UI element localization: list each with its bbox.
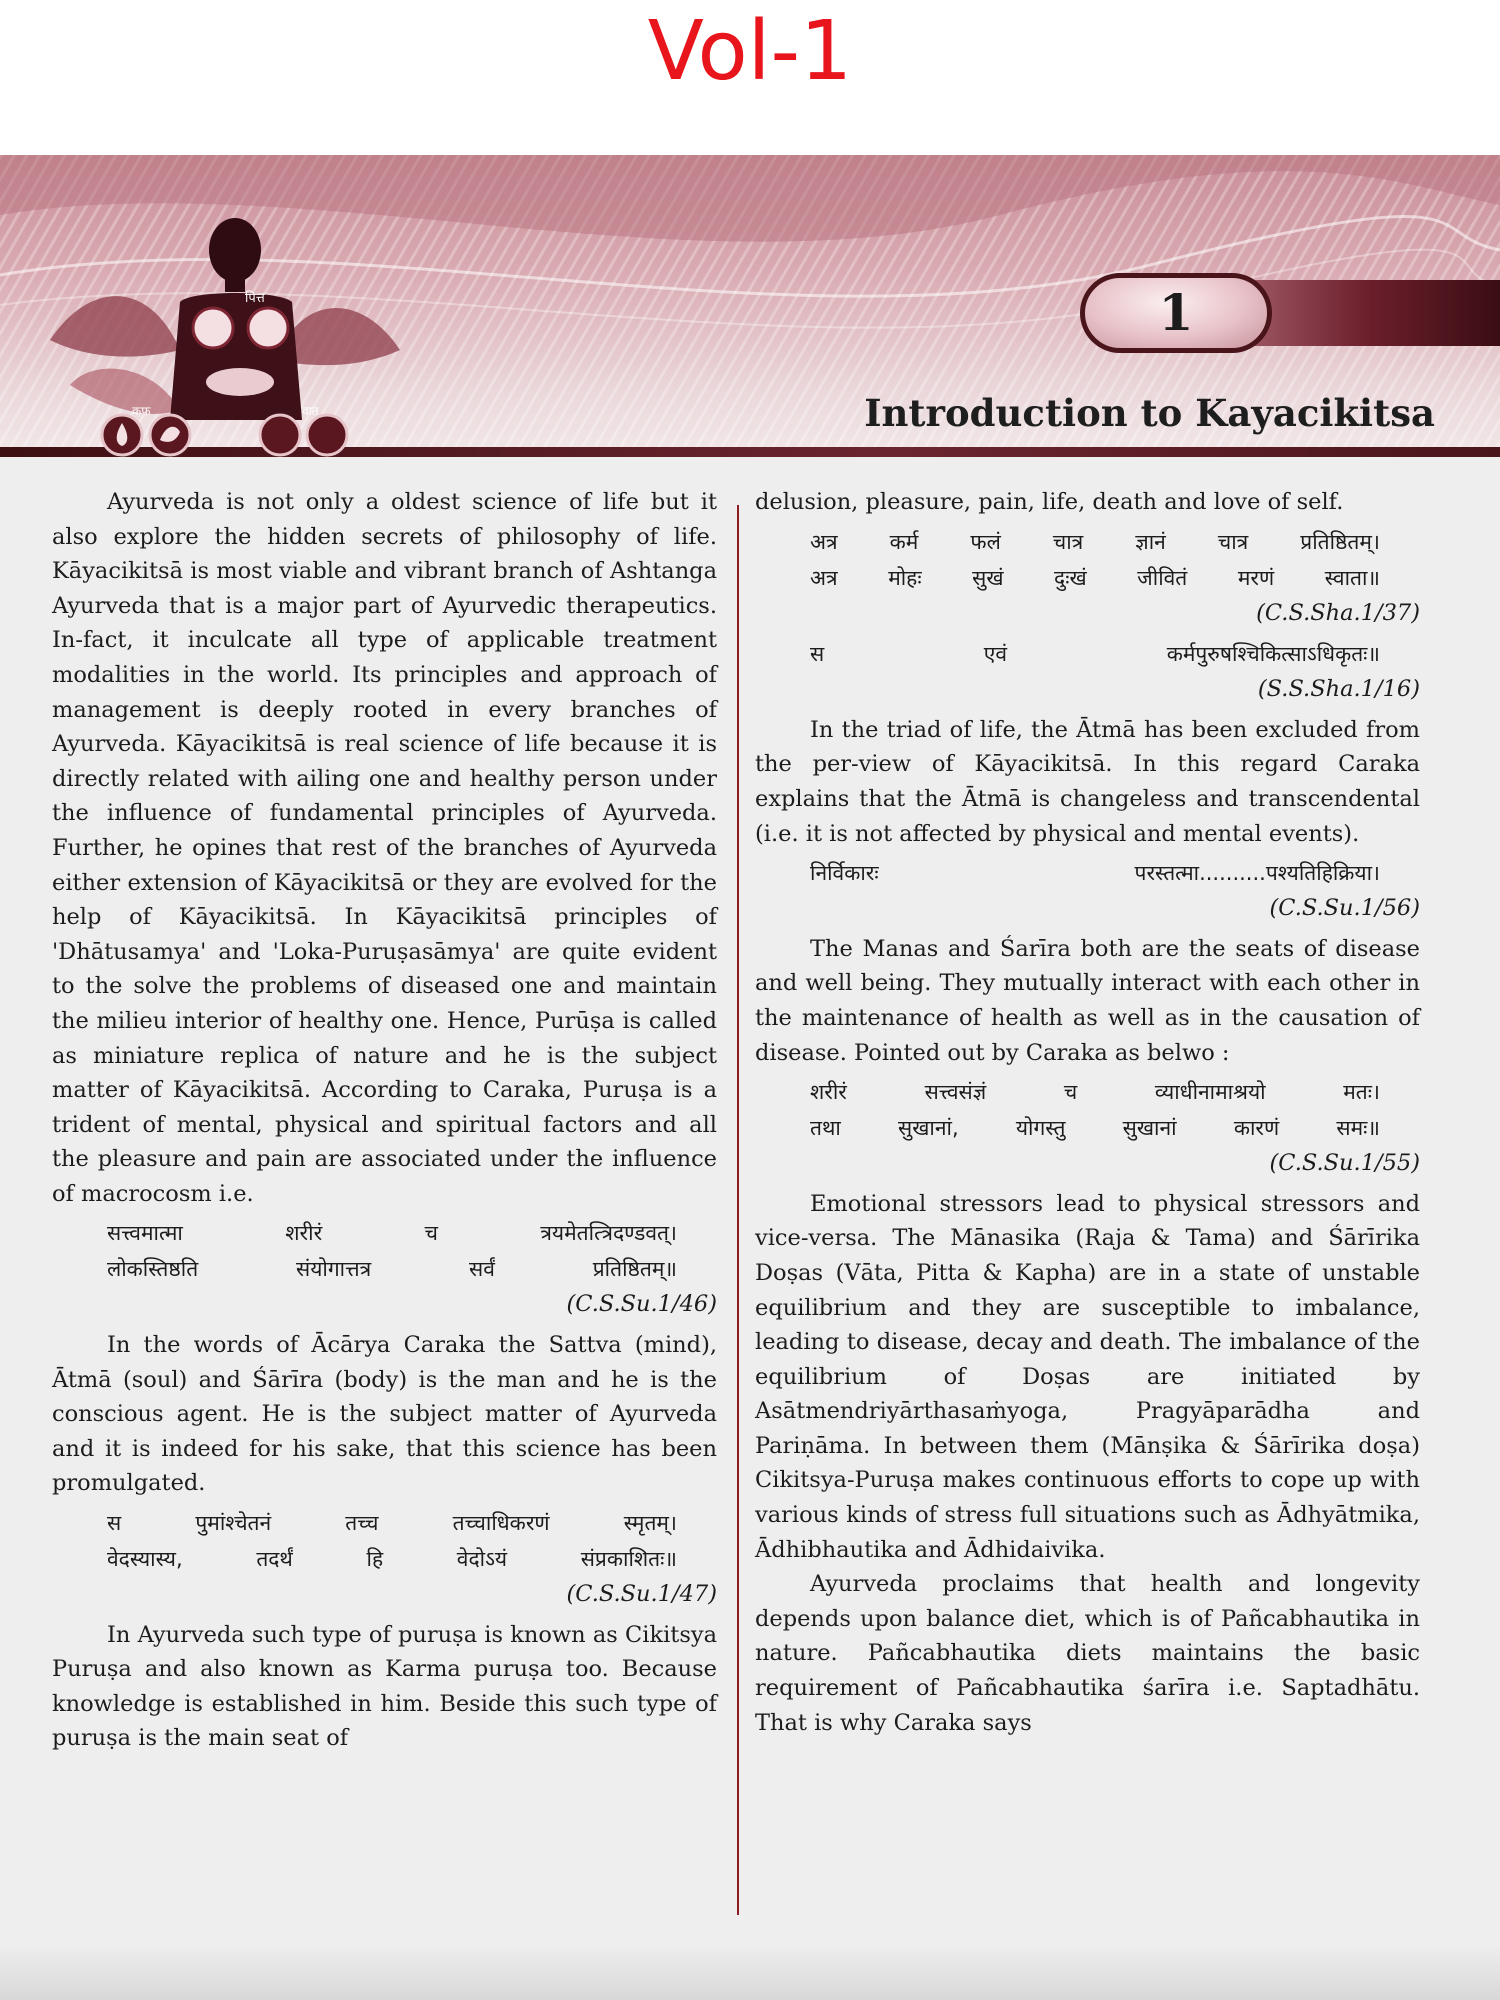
body-paragraph: Emotional stressors lead to physical stressors and vice-versa. The Mānasika (Raja & Tama) and Śārīrika Doṣas (Vāta, Pitta & Kapha) are in a state of unstable equilibrium and they are susceptible to imbalance, leading to disease, decay and death. The imbalance of the equilibrium of Doṣas are initiated by Asātmendriyārthasaṁyoga, Pragyāparādha and Pariṇāma. In between them (Mānṣika & Śārīrika doṣa) Cikitsya-Puruṣa makes continuous efforts to cope up with various kinds of stress full situations such as Ādhyātmika, Ādhibhautika and Ādhidaivika. [755,1190,1420,1563]
book-page [0,155,1500,2000]
verse-word: परस्तत्मा..........पश्यतिहिक्रिया। [1134,861,1380,886]
verse-citation: (C.S.Sha.1/37) [1256,599,1420,626]
chapter-title: Introduction to Kayacikitsa [864,391,1435,435]
verse-word: च [1063,1080,1078,1105]
verse-word: चात्र [1052,529,1084,554]
body-paragraph: In the triad of life, the Ātmā has been excluded from the per-view of Kāyacikitsā. In this regard Caraka explains that the Ātmā is changeless and transcendental (i.e. it is not affected by physical and mental events). [755,716,1420,847]
verse-word: संयोगात्तत्र [296,1257,372,1282]
emblem-label-pitta: पित्त [245,291,265,306]
sanskrit-verse [755,855,1420,891]
verse-word: जीवितं [1137,565,1188,590]
verse-word: स्वाता॥ [1324,565,1380,590]
sanskrit-verse [755,524,1420,596]
verse-citation: (C.S.Su.1/46) [566,1291,717,1318]
verse-word: पुमांश्चेतनं [195,1511,272,1536]
chapter-number: 1 [1080,273,1272,353]
verse-line [755,524,1420,560]
body-paragraph: The Manas and Śarīra both are the seats of disease and well being. They mutually interact with each other in the maintenance of health as well as in the causation of disease. Pointed out by Caraka as belwo : [755,935,1420,1066]
verse-word: स्मृतम्। [623,1511,677,1536]
right-text-column [755,485,1420,1945]
verse-line [755,855,1420,891]
sanskrit-verse [755,636,1420,672]
verse-word: संप्रकाशितः॥ [580,1547,677,1572]
verse-word: फलं [970,529,1001,554]
verse-word: कर्मपुरुषश्चिकित्साऽधिकृतः॥ [1166,642,1380,667]
verse-word: तथा [810,1116,841,1141]
body-paragraph: delusion, pleasure, pain, life, death and love of self. [755,489,1344,515]
verse-word: अत्र [810,565,838,590]
verse-line [52,1505,717,1541]
verse-word: तच्चाधिकरणं [452,1511,550,1536]
verse-citation: (S.S.Sha.1/16) [1257,676,1420,703]
verse-line [755,1074,1420,1110]
verse-line [755,1110,1420,1146]
verse-line [52,1251,717,1287]
verse-line [52,1215,717,1251]
body-paragraph: In the words of Ācārya Caraka the Sattva (mind), Ātmā (soul) and Śārīra (body) is the man and he is the conscious agent. He is the subject matter of Ayurveda and it is indeed for his sake, that this science has been promulgated. [52,1332,717,1497]
body-paragraph: Ayurveda proclaims that health and longevity depends upon balance diet, which is of Pañcabhautika in nature. Pañcabhautika diets maintains the basic requirement of Pañcabhautika śarīra i.e. Saptadhātu. That is why Caraka says [755,1571,1420,1736]
sanskrit-verse [52,1215,717,1287]
column-divider [737,505,739,1915]
left-text-column [52,485,717,1945]
verse-citation: (C.S.Su.1/47) [566,1581,717,1608]
verse-word: प्रतिष्ठितम्॥ [592,1257,677,1282]
verse-word: शरीरं [285,1221,323,1246]
verse-word: मतः। [1343,1080,1380,1105]
verse-line [52,1541,717,1577]
verse-word: निर्विकारः [810,861,879,886]
verse-word: अत्र [810,529,838,554]
verse-citation: (C.S.Su.1/55) [1269,1150,1420,1177]
verse-word: सुखानां [1122,1116,1177,1141]
verse-word: त्रयमेतत्त्रिदण्डवत्। [540,1221,677,1246]
sanskrit-verse [52,1505,717,1577]
verse-word: च [424,1221,438,1246]
verse-word: एवं [983,642,1008,667]
verse-word: सर्वं [469,1257,495,1282]
verse-word: वेदस्यास्य, [107,1547,183,1572]
verse-word: सुखं [972,565,1004,590]
verse-line [755,560,1420,596]
sanskrit-verse [755,1074,1420,1146]
verse-word: प्रतिष्ठितम्। [1300,529,1380,554]
emblem-label-vata: वात [302,404,319,418]
verse-word: तदर्थं [256,1547,293,1572]
verse-word: चात्र [1217,529,1249,554]
verse-word: मोहः [888,565,922,590]
verse-word: स [107,1511,122,1536]
verse-word: स [810,642,825,667]
verse-word: तच्च [345,1511,379,1536]
verse-word: लोकस्तिष्ठति [107,1257,199,1282]
body-paragraph: In Ayurveda such type of puruṣa is known as Cikitsya Puruṣa and also known as Karma puruṣa too. Because knowledge is established in him. Beside this such type of puruṣa is the main seat of [52,1621,717,1752]
chapter-banner [0,155,1500,457]
verse-word: हि [366,1547,384,1572]
page-bottom-shadow [0,1945,1500,2000]
verse-word: सत्त्वमात्मा [107,1221,183,1246]
verse-word: व्याधीनामाश्रयो [1154,1080,1266,1105]
volume-label: Vol-1 [647,4,853,99]
verse-word: दुःखं [1054,565,1087,590]
verse-word: कर्म [889,529,919,554]
verse-word: कारणं [1233,1116,1280,1141]
verse-citation: (C.S.Su.1/56) [1269,895,1420,922]
verse-word: वेदोऽयं [456,1547,508,1572]
verse-word: समः॥ [1336,1116,1380,1141]
emblem-label-kapha: कफ [132,404,151,418]
verse-word: सुखानां, [898,1116,959,1141]
verse-line [755,636,1420,672]
verse-word: शरीरं [810,1080,847,1105]
verse-word: ज्ञानं [1135,529,1166,554]
verse-word: मरणं [1237,565,1275,590]
verse-word: योगस्तु [1015,1116,1066,1141]
verse-word: सत्त्वसंज्ञं [924,1080,987,1105]
body-dosha-emblem [30,210,420,460]
body-paragraph: Ayurveda is not only a oldest science of life but it also explore the hidden secrets of philosophy of life. Kāyacikitsā is most viable and vibrant branch of Ashtanga Ayurveda that is a major part of Ayurvedic therapeutics. In-fact, it inculcate all type of applicable treatment modalities in the world. Its principles and approach of management is deeply rooted in every branches of Ayurveda. Kāyacikitsā is real science of life because it is directly related with ailing one and healthy person under the influence of fundamental principles of Ayurveda. Further, he opines that rest of the branches of Ayurveda either extension of Kāyacikitsā or they are evolved for the help of Kāyacikitsā. In Kāyacikitsā principles of 'Dhātusamya' and 'Loka-Puruṣasāmya' are quite evident to the solve the problems of diseased one and maintain the milieu interior of healthy one. Hence, Purūṣa is called as miniature replica of nature and he is the subject matter of Kāyacikitsā. According to Caraka, Puruṣa is a trident of mental, physical and spiritual factors and all the pleasure and pain are associated under the influence of macrocosm i.e. [52,489,717,1207]
